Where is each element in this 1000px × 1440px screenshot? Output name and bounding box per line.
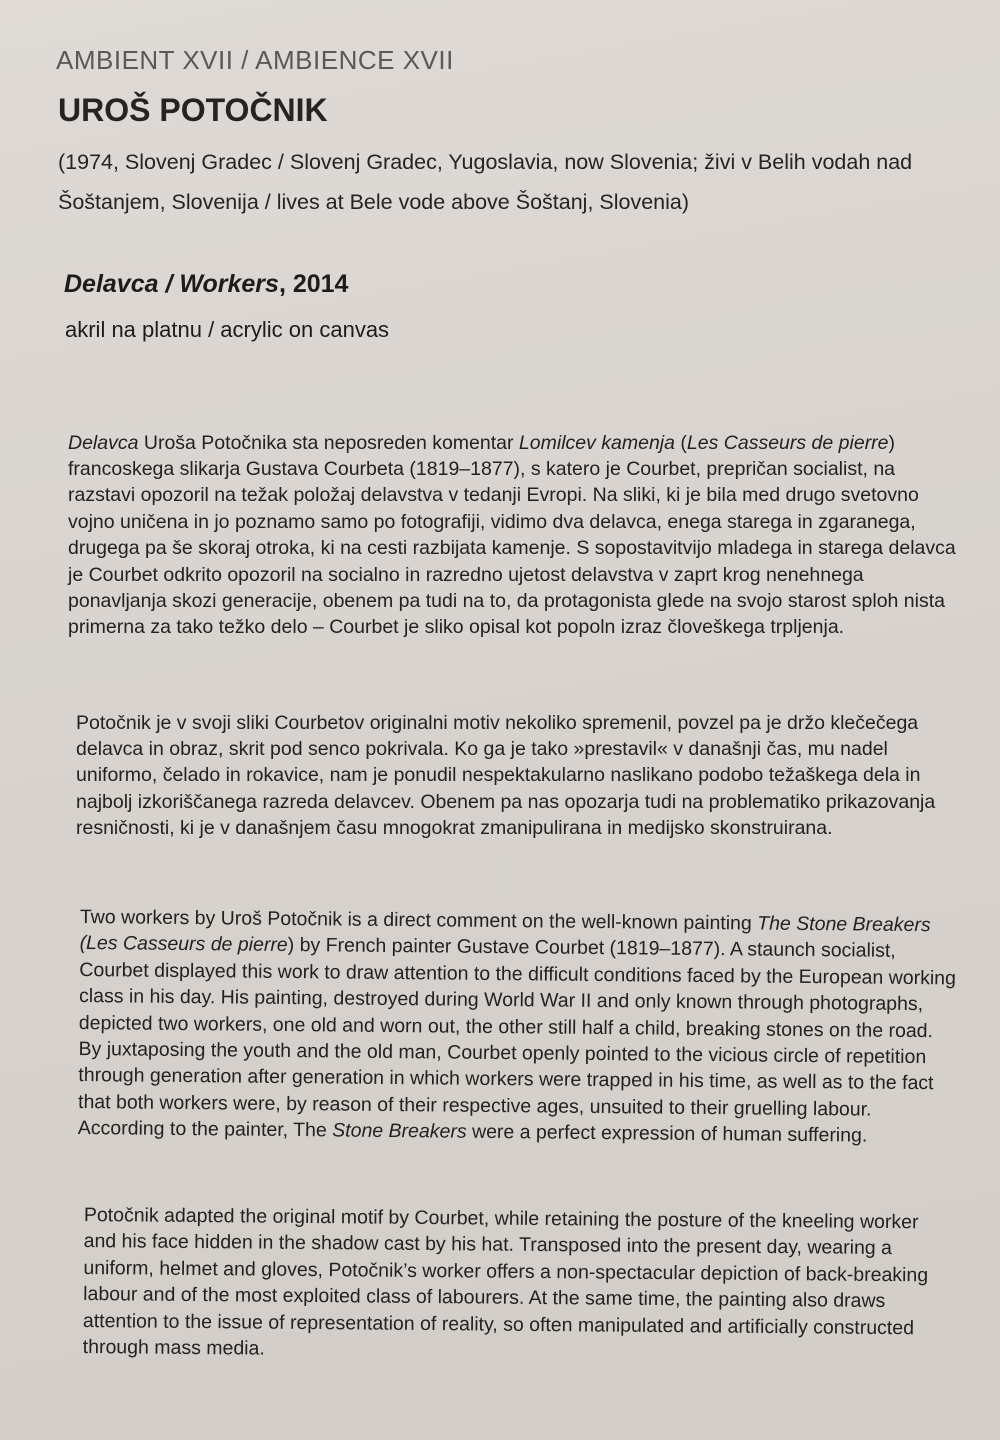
paragraph-slovene-2: Potočnik je v svoji sliki Courbetov originalni motiv nekoliko spremenil, povzel pa je držo klečečega delavca in obraz, skrit pod senco pokrivala. Ko ga je tako »prestavil« v današnji čas, mu nadel uniformo, čelado in rokavice, nam je ponudil nespektakularno naslikano podobo težaškega dela in najbolj izkoriščanega razreda delavcev. Obenem pa nas opozarja tudi na problematiko prikazovanja resničnosti, ki je v današnjem času mnogokrat zmanipulirana in medijsko skonstruirana. (76, 711, 936, 840)
artwork-title-line (64, 266, 944, 302)
paragraph-text: ) by French painter Gustave Courbet (1819–1877). A staunch socialist, Courbet displayed this work to draw attention to the difficult conditions faced by the European working class in his day. His painting, destroyed during World War II and only known through photographs, depicted two workers, one old and worn out, the other still half a child, breaking stones on the road. By juxtaposing the youth and the old man, Courbet openly pointed to the vicious circle of repetition through generation after generation in which workers were trapped in his time, as well as to the fact that both workers were, by reason of their respective ages, unsuited to their gruelling labour. According to the painter, The (77, 933, 957, 1142)
italic-text: Lomilcev kamenja (518, 431, 675, 454)
paragraph-text: ( (675, 431, 687, 454)
artist-name: UROŠ POTOČNIK (58, 92, 328, 128)
paragraph-text: ) francoskega slikarja Gustava Courbeta (1819–1877), s katero je Courbet, prepričan socialist, na razstavi opozoril na težak položaj delavstva v tedanji Evropi. Na sliki, ki je bila med drugo svetovno vojno uničena in jo poznamo samo po fotografiji, vidimo dva delavca, enega starega in zgaranega, drugega pa še skoraj otroka, ki na cesti razbijata kamenje. S sopostavitvijo mladega in starega delavca je Courbet odkrito opozoril na socialno in razredno ujetost delavstva v zaprt krog nenehnega ponavljanja skozi generacije, obenem pa tudi na to, da protagonista glede na svojo starost sploh nista primerna za tako težko delo – Courbet je sliko opisal kot popoln izraz človeškega trpljenja. (68, 431, 956, 639)
italic-text: Les Casseurs de pierre (686, 431, 889, 454)
paragraph-text: Two workers by Uroš Potočnik is a direct comment on the well-known painting (79, 905, 758, 935)
exhibition-title: AMBIENT XVII / AMBIENCE XVII (56, 45, 454, 75)
artwork-title: Delavca / Workers (64, 270, 279, 298)
italic-text: Stone Breakers (332, 1119, 467, 1143)
artwork-info (64, 266, 944, 346)
paragraph-text: were a perfect expression of human suffering. (466, 1120, 868, 1147)
paragraph-english-2: Potočnik adapted the original motif by Courbet, while retaining the posture of the kneeling worker and his face hidden in the shadow cast by his hat. Transposed into the present day, wearing a uniform, helmet and gloves, Potočnik’s worker offers a non-spectacular depiction of back-breaking labour and of the most exploited class of labourers. At the same time, the painting also draws attention to the issue of representation of reality, so often manipulated and artificially constructed through mass media. (82, 1203, 929, 1360)
italic-text: The Stone Breakers (Les Casseurs de pierre (79, 912, 931, 956)
artwork-year: , 2014 (278, 270, 349, 298)
artwork-medium: akril na platnu / acrylic on canvas (65, 317, 390, 342)
paragraph-slovene-1 (68, 430, 958, 641)
italic-text: Delavca (68, 431, 139, 454)
label-header (56, 42, 956, 222)
artist-bio: (1974, Slovenj Gradec / Slovenj Gradec, Yugoslavia, now Slovenia; živi v Belih vodah nad Šoštanjem, Slovenija / lives at Bele vode above Šoštanj, Slovenia) (58, 150, 913, 214)
paragraph-text: Uroša Potočnika sta neposreden komentar (138, 431, 519, 454)
paragraph-english-1 (78, 904, 960, 1150)
